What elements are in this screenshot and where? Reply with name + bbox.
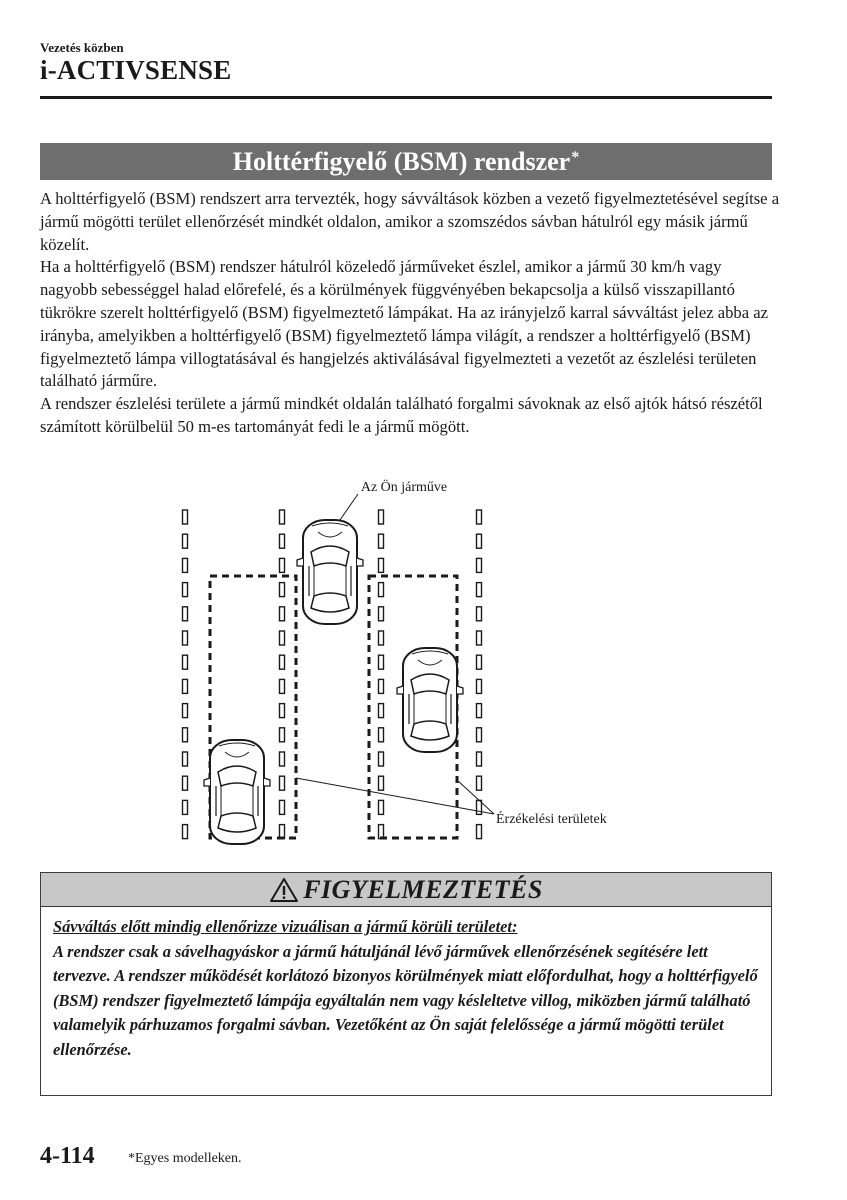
lane-dash xyxy=(280,704,285,718)
lane-dash xyxy=(183,558,188,572)
lane-dash xyxy=(280,534,285,548)
lane-dash xyxy=(280,752,285,766)
warning-header xyxy=(41,873,771,907)
detection-leader-line-left xyxy=(296,778,494,814)
bsm-detection-diagram xyxy=(0,470,847,870)
lane-dash xyxy=(379,631,384,645)
lane-marking-center-left xyxy=(280,510,285,839)
lane-dash xyxy=(379,510,384,524)
lane-dash xyxy=(379,583,384,597)
warning-lead: Sávváltás előtt mindig ellenőrizze vizuálisan a jármű körüli területet: xyxy=(53,917,518,936)
own-vehicle-label: Az Ön járműve xyxy=(360,480,448,495)
lane-dash xyxy=(280,776,285,790)
lane-dash xyxy=(379,752,384,766)
lane-dash xyxy=(183,607,188,621)
lane-dash xyxy=(183,704,188,718)
topic-title-bar xyxy=(40,143,772,180)
lane-dash xyxy=(183,510,188,524)
own-vehicle xyxy=(297,520,363,624)
lane-dash xyxy=(477,776,482,790)
warning-title: FIGYELMEZTETÉS xyxy=(303,874,543,904)
lane-dash xyxy=(280,728,285,742)
warning-box xyxy=(40,872,772,1096)
warning-body xyxy=(41,907,771,1062)
lane-dash xyxy=(379,655,384,669)
lane-dash xyxy=(379,728,384,742)
lane-dash xyxy=(280,607,285,621)
lane-dash xyxy=(477,631,482,645)
lane-dash xyxy=(477,752,482,766)
lane-dash xyxy=(477,728,482,742)
section-title: i-ACTIVSENSE xyxy=(40,55,232,85)
topic-title: Holttérfigyelő (BSM) rendszer xyxy=(232,146,571,176)
lane-dash xyxy=(477,534,482,548)
lane-dash xyxy=(379,704,384,718)
lane-dash xyxy=(183,776,188,790)
lane-dash xyxy=(280,583,285,597)
vehicle-left-lane xyxy=(204,740,270,844)
lane-dash xyxy=(183,728,188,742)
lane-dash xyxy=(379,776,384,790)
warning-text: A rendszer csak a sávelhagyáskor a jármű hátuljánál lévő járművek ellenőrzésének segítésére lett tervezve. A rendszer működését korlátozó bizonyos körülmények miatt előfordulhat, hogy a holttérfigyelő (BSM) rendszer figyelmeztető lámpája egyáltalán nem vagy késleltetve villog, miközben jármű található valamelyik párhuzamos forgalmi sávban. Vezetőként az Ön saját felelőssége a jármű mögötti terület ellenőrzése. xyxy=(53,941,758,1059)
lane-dash xyxy=(183,800,188,814)
body-text xyxy=(40,188,780,439)
own-vehicle-leader-line xyxy=(340,494,358,520)
lane-dash xyxy=(477,825,482,839)
lane-dash xyxy=(280,631,285,645)
lane-dash xyxy=(280,510,285,524)
lane-dash xyxy=(280,800,285,814)
paragraph: A holttérfigyelő (BSM) rendszert arra tervezték, hogy sávváltások közben a vezető figyelmeztetésével segítse a jármű mögötti terület ellenőrzését mindkét oldalon, amikor a szomszédos sávban hátulról egy másik jármű közelít. xyxy=(40,189,780,254)
lane-dash xyxy=(379,607,384,621)
lane-dash xyxy=(183,631,188,645)
topic-footnote-marker: * xyxy=(571,148,580,166)
lane-dash xyxy=(183,583,188,597)
detection-leader-line-right xyxy=(457,780,494,814)
header-divider xyxy=(40,96,772,99)
lane-dash xyxy=(477,655,482,669)
paragraph: Ha a holttérfigyelő (BSM) rendszer hátulról közeledő járműveket észlel, amikor a jármű 30 km/h vagy nagyobb sebességgel halad előrefelé, és a körülmények függvényében bekapcsolja a külső visszapillantó tükrökre szerelt holttérfigyelő (BSM) figyelmeztető lámpákat. Ha az irányjelző karral sávváltást jelez abba az irányba, amelyikben a holttérfigyelő (BSM) figyelmeztető lámpa világít, a rendszer a holttérfigyelő (BSM) figyelmeztető lámpa villogtatásával és hangjelzés aktiválásával figyelmezteti a vezetőt az észlelési területen található járműre. xyxy=(40,257,768,391)
footnote: *Egyes modelleken. xyxy=(128,1151,242,1166)
lane-dash xyxy=(379,558,384,572)
lane-dash xyxy=(477,583,482,597)
lane-dash xyxy=(183,534,188,548)
lane-marking-right xyxy=(477,510,482,839)
detection-areas-label: Érzékelési területek xyxy=(496,812,607,827)
vehicle-right-lane xyxy=(397,648,463,752)
lane-dash xyxy=(477,607,482,621)
lane-dash xyxy=(280,655,285,669)
paragraph: A rendszer észlelési területe a jármű mindkét oldalán található forgalmi sávoknak az első ajtók hátsó részétől számított körülbelül 50 m-es tartományát fedi le a jármű mögött. xyxy=(40,394,763,436)
warning-triangle-icon xyxy=(269,877,299,903)
lane-marking-center-right xyxy=(379,510,384,839)
lane-marking-left xyxy=(183,510,188,839)
lane-dash xyxy=(379,679,384,693)
lane-dash xyxy=(183,655,188,669)
lane-dash xyxy=(477,704,482,718)
lane-dash xyxy=(183,752,188,766)
lane-dash xyxy=(379,800,384,814)
lane-dash xyxy=(183,679,188,693)
lane-dash xyxy=(183,825,188,839)
lane-dash xyxy=(477,679,482,693)
lane-dash xyxy=(280,679,285,693)
lane-dash xyxy=(477,558,482,572)
lane-dash xyxy=(379,534,384,548)
chapter-label: Vezetés közben xyxy=(40,40,124,55)
page-number: 4-114 xyxy=(40,1143,95,1169)
lane-dash xyxy=(280,558,285,572)
lane-dash xyxy=(477,510,482,524)
